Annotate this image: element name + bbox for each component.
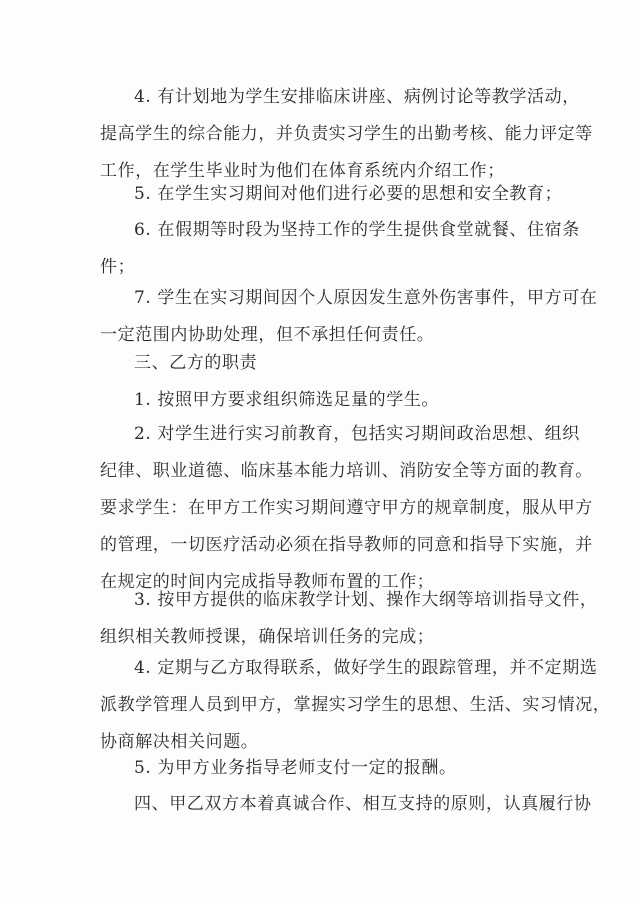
text-line: 1. 按照甲方要求组织筛选足量的学生。: [134, 390, 440, 410]
section-heading: 三、乙方的职责: [134, 353, 258, 373]
paragraph-duty-4-party-a: [100, 79, 593, 190]
text-line: 协商解决相关问题。: [100, 732, 259, 752]
paragraph-duty-4-party-b: [100, 650, 611, 761]
text-line: 4. 定期与乙方取得联系，做好学生的跟踪管理，并不定期选: [134, 658, 598, 678]
text-line: 4. 有计划地为学生安排临床讲座、病例讨论等教学活动，: [134, 87, 580, 107]
text-line: 在规定的时间内完成指导教师布置的工作；: [100, 572, 435, 592]
paragraph-duty-5-party-a: [100, 176, 563, 213]
text-line: 要求学生：在甲方工作实习期间遵守甲方的规章制度，服从甲方: [100, 498, 593, 518]
text-line: 四、甲乙双方本着真诚合作、相互支持的原则，认真履行协: [134, 794, 592, 814]
text-line: 7. 学生在实习期间因个人原因发生意外伤害事件，甲方可在: [134, 288, 598, 308]
text-line: 纪律、职业道德、临床基本能力培训、消防安全等方面的教育。: [100, 461, 593, 481]
paragraph-duty-1-party-b: [100, 382, 548, 419]
section-heading-party-b-duties: [100, 345, 548, 382]
text-line: 3. 按甲方提供的临床教学计划、操作大纲等培训指导文件，: [134, 590, 598, 610]
paragraph-duty-7-party-a: [100, 280, 598, 354]
text-line: 工作，在学生毕业时为他们在体育系统内介绍工作；: [100, 161, 505, 181]
section-heading-mutual-cooperation: [100, 786, 592, 823]
paragraph-duty-3-party-b: [100, 582, 598, 656]
text-line: 派教学管理人员到甲方，掌握实习学生的思想、生活、实习情况，: [100, 695, 611, 715]
text-line: 提高学生的综合能力，并负责实习学生的出勤考核、能力评定等: [100, 124, 593, 144]
text-line: 2. 对学生进行实习前教育，包括实习期间政治思想、组织: [134, 424, 580, 444]
paragraph-duty-6-party-a: [100, 212, 580, 286]
paragraph-duty-5-party-b: [100, 750, 548, 787]
text-line: 件；: [100, 257, 136, 277]
text-line: 5. 在学生实习期间对他们进行必要的思想和安全教育；: [134, 184, 563, 204]
text-line: 的管理，一切医疗活动必须在指导教师的同意和指导下实施，并: [100, 535, 593, 555]
text-line: 组织相关教师授课，确保培训任务的完成；: [100, 627, 435, 647]
text-line: 5. 为甲方业务指导老师支付一定的报酬。: [134, 758, 457, 778]
text-line: 6. 在假期等时段为坚持工作的学生提供食堂就餐、住宿条: [134, 220, 580, 240]
text-line: 一定范围内协助处理，但不承担任何责任。: [100, 325, 435, 345]
